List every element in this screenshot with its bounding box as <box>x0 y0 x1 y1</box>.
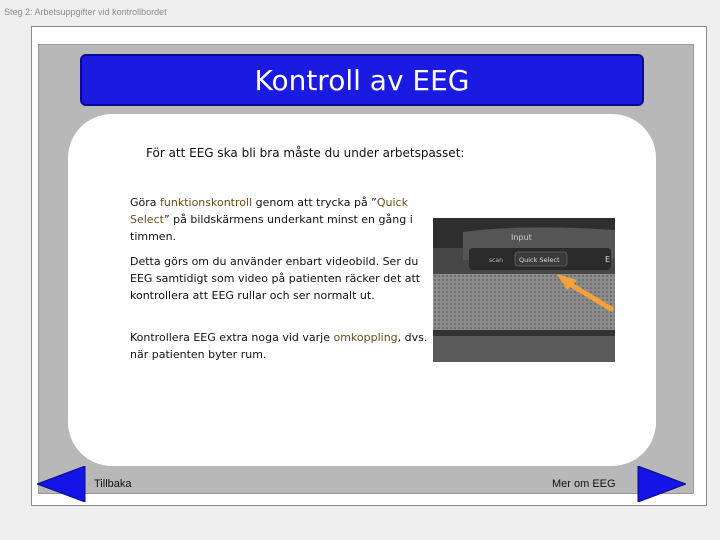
monitor-photo <box>433 218 615 362</box>
highlight-quick-select: Quick Select <box>130 196 408 226</box>
e-label: E <box>605 255 611 264</box>
title-bar <box>80 54 644 106</box>
paragraph-text: Göra <box>130 196 161 209</box>
breadcrumb: Steg 2: Arbetsuppgifter vid kontrollbordet <box>4 7 167 17</box>
paragraph-function-check <box>130 194 430 245</box>
back-arrow-icon[interactable] <box>37 466 87 502</box>
input-label: Input <box>511 233 532 242</box>
paragraph-video-only: Detta görs om du använder enbart videobild. Ser du EEG samtidigt som video på patienten räcker det att kontrollera att EEG rullar och ser normalt ut. <box>130 255 421 302</box>
next-arrow-icon[interactable] <box>636 466 686 502</box>
highlight-switching: omkoppling <box>333 331 398 344</box>
paragraph-text: , dvs. när patienten byter rum. <box>130 331 428 361</box>
back-link[interactable]: Tillbaka <box>94 478 132 490</box>
scan-label: scan <box>489 257 503 264</box>
paragraph-text: genom att trycka på ” <box>252 196 377 209</box>
highlight-function-check: funktionskontroll <box>160 196 253 209</box>
quick-select-label: Quick Select <box>519 256 560 264</box>
paragraph-switching <box>130 329 430 363</box>
monitor-photo-illustration <box>433 218 615 362</box>
intro-text: För att EEG ska bli bra måste du under arbetspasset: <box>146 146 465 160</box>
page-title: Kontroll av EEG <box>254 63 470 97</box>
next-link[interactable]: Mer om EEG <box>552 478 616 490</box>
paragraph-text: ” på bildskärmens underkant minst en gång i timmen. <box>130 213 413 243</box>
paragraph-text: Kontrollera EEG extra noga vid varje <box>130 331 334 344</box>
